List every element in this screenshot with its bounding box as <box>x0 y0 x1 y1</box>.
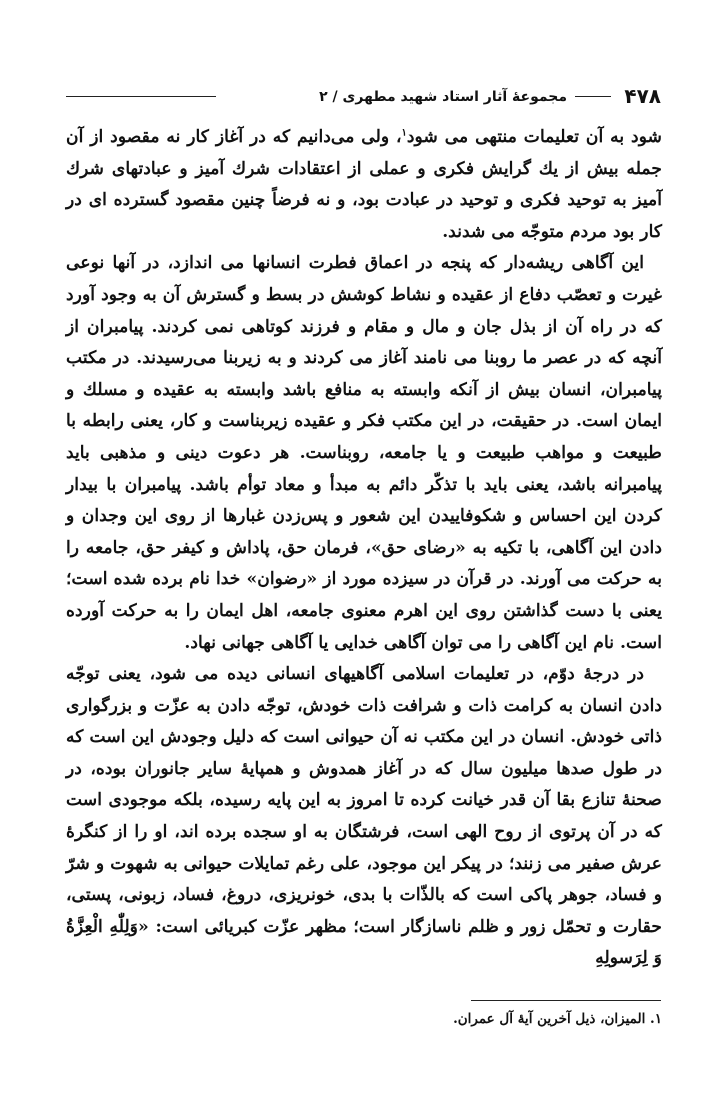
footnote-reference[interactable]: ۱ <box>401 127 407 139</box>
paragraph-3: در درجهٔ دوّم، در تعلیمات اسلامی آگاهیهای انسانی دیده می شود، یعنی توجّه دادن انسان به کرامت ذات و شرافت ذات خودش، توجّه دادن به عزّت و بزرگواری ذاتی خودش. انسان در این مکتب نه آن حیوانی است که دلیل وجودش این است که در طول صدها میلیون سال که در آغاز همدوش و همپایهٔ سایر جانوران بوده، در صحنهٔ تنازع بقا آن قدر خیانت کرده تا امروز به این پایه رسیده، بلکه موجودی است که در آن پرتوی از روح الهی است، فرشتگان به او سجده برده اند، او را از کنگرهٔ عرش صفیر می زنند؛ در پیکر این موجود، علی رغم تمایلات حیوانی به شهوت و شرّ و فساد، جوهر پاکی است که بالذّات با بدی، خونریزی، دروغ، فساد، زبونی، پستی، حقارت و تحمّل زور و ظلم ناسازگار است؛ مظهر عزّت کبریائی است: «وَلِلّٰهِ الْعِزَّةُ وَ لِرَسولِهِ <box>66 664 662 969</box>
paragraph-1-start: شود به آن تعلیمات منتهی می شود <box>406 127 662 147</box>
paragraph-1 <box>66 122 662 248</box>
page-number: ۴۷۸ <box>624 84 661 108</box>
paragraph-1-rest: ، ولی می‌دانیم که در آغاز کار نه مقصود از آن جمله بیش از یك گرایش فکری و عملی از اعتقادات شرك آمیز و عبادتهای شرك آمیز به توحید فکری و توحید در عبادت بود، و نه فرضاً چنین مقصود گسترده ای در کار بود مردم متوجّه می شدند. <box>66 127 662 242</box>
paragraph-2: این آگاهی ریشه‌دار که پنجه در اعماق فطرت انسانها می اندازد، در آنها نوعی غیرت و تعصّب دفاع از عقیده و نشاط کوشش در بسط و گسترش آن به وجود آورد که در راه آن از بذل جان و مال و مقام و فرزند کوتاهی نمی کردند. پیامبران از آنچه که در عصر ما روبنا می نامند آغاز می کردند و به زیربنا می‌رسیدند. در مکتب پیامبران، انسان بیش از آنکه وابسته به منافع باشد وابسته به عقیده و مسلك و ایمان است. در حقیقت، در این مکتب فکر و عقیده زیربناست و کار، یعنی رابطه با طبیعت و مواهب طبیعت و یا جامعه، روبناست. هر دعوت دینی و مذهبی باید پیامبرانه باشد، یعنی باید با تذکّر دائم به مبدأ و معاد توأم باشد. پیامبران با بیدار کردن این احساس و شکوفاییدن این شعور و پس‌زدن غبارها از روی این وجدان و دادن این آگاهی، با تکیه به «رضای حق»، فرمان حق، پاداش و کیفر حق، جامعه را به حرکت می آورند. در قرآن در سیزده مورد از «رضوان» خدا نام برده شده است؛ یعنی با دست گذاشتن روی این اهرم معنوی جامعه، اهل ایمان را به حرکت آورده است. نام این آگاهی را می توان آگاهی خدایی یا آگاهی جهانی نهاد. <box>66 253 662 653</box>
footnote-divider <box>471 1000 661 1001</box>
running-title: مجموعهٔ آثار استاد شهید مطهری / ۲ <box>319 89 567 105</box>
footnote: ۱. المیزان، ذیل آخرین آیهٔ آل عمران. <box>453 1011 662 1027</box>
running-head <box>66 84 661 114</box>
header-rule-long <box>66 96 216 97</box>
header-rule-short <box>575 96 611 97</box>
body-text <box>66 122 662 975</box>
